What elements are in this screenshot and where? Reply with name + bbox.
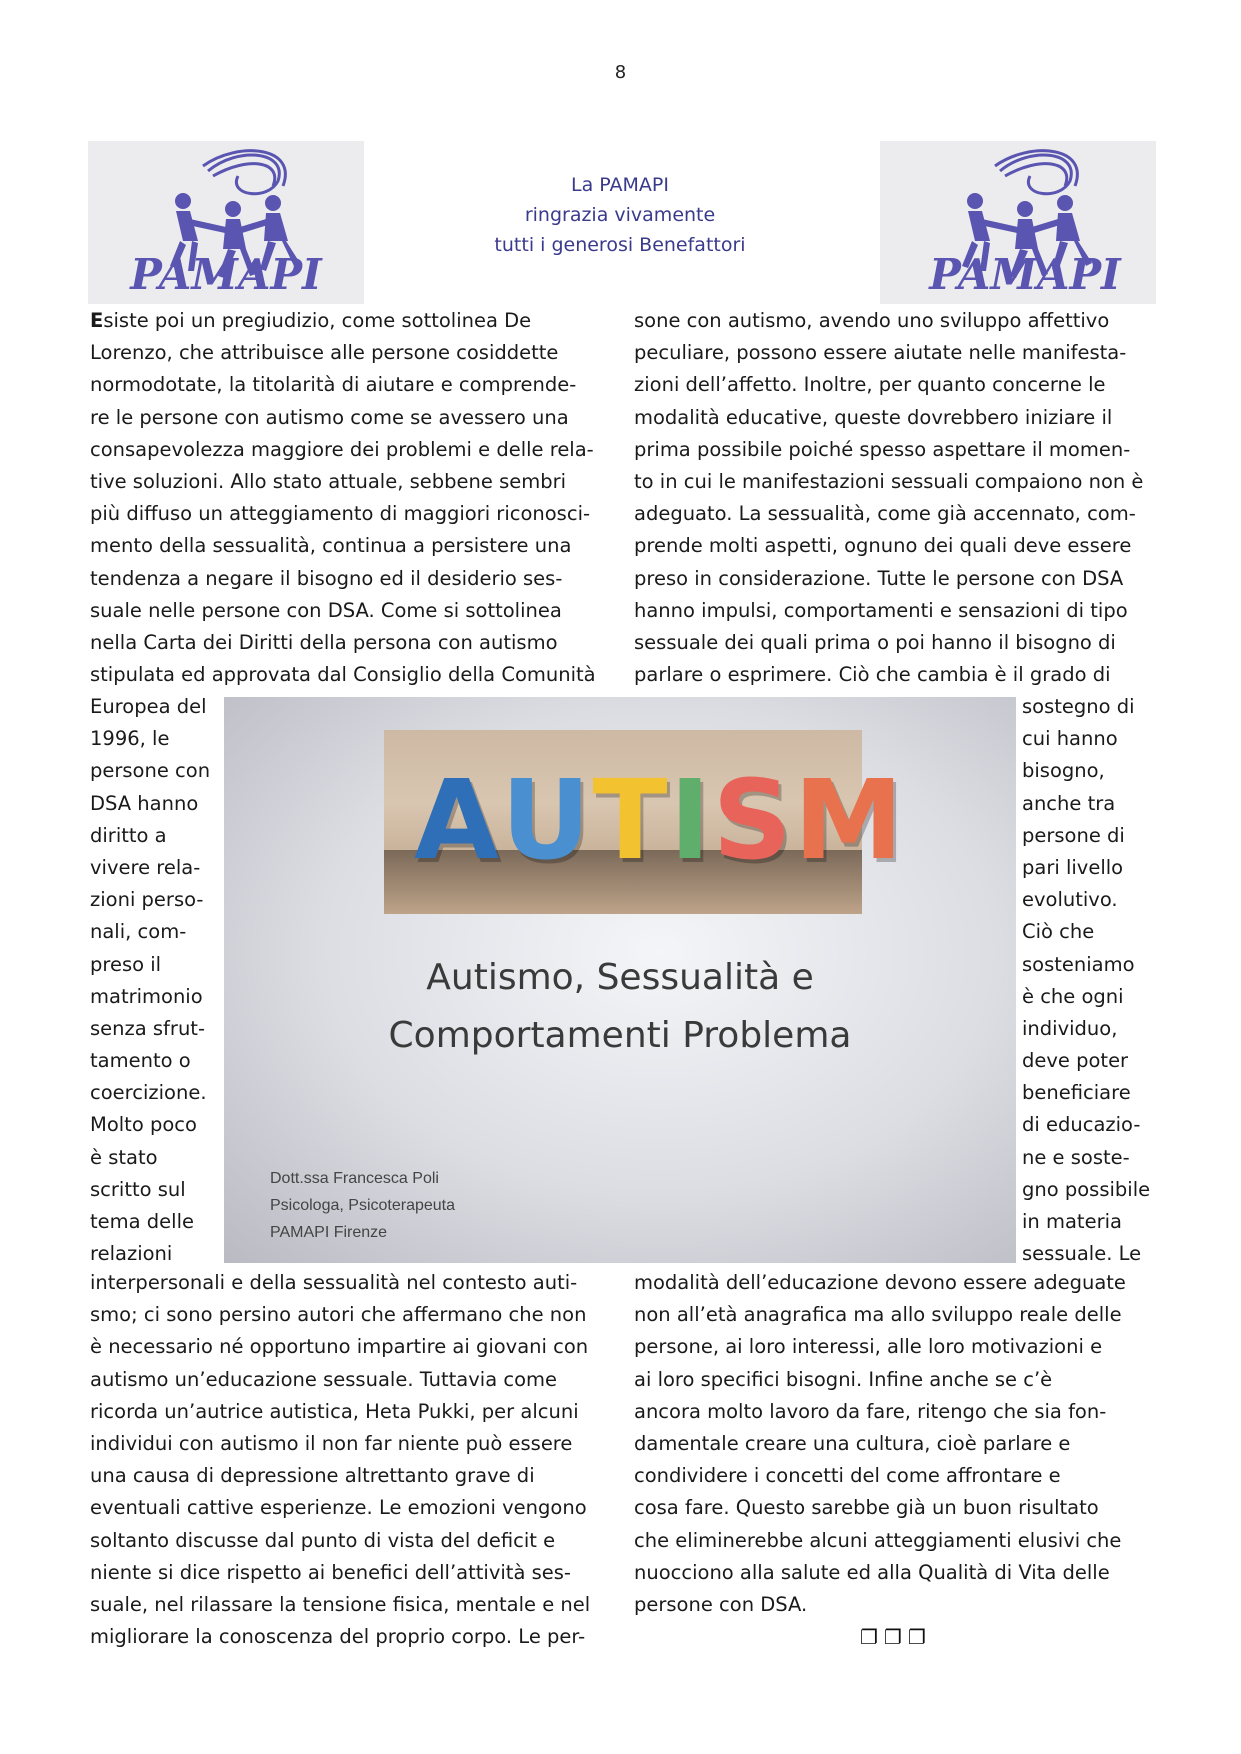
page-number: 8: [614, 62, 627, 83]
text-line: persone con: [90, 759, 211, 783]
thanks-line-3: tutti i generosi Benefattori: [494, 234, 746, 256]
text-line: nuocciono alla salute ed alla Qualità di Vita delle: [634, 1560, 1110, 1584]
text-line: condividere i concetti del come affrontare e: [634, 1464, 1061, 1488]
autism-letter: I: [669, 756, 711, 884]
text-line: è che ogni: [1022, 984, 1124, 1008]
text-line: che eliminerebbe alcuni atteggiamenti elusivi che: [634, 1528, 1122, 1552]
credit-name: Dott.ssa Francesca Poli: [270, 1170, 439, 1187]
pamapi-logo-right: [880, 141, 1156, 304]
text-line: coercizione.: [90, 1081, 207, 1105]
text-line: vivere rela-: [90, 855, 201, 879]
logo-left-text: PAMAPI: [130, 250, 322, 299]
autism-blocks-photo: [384, 730, 904, 914]
text-line: migliorare la conoscenza del proprio corpo. Le per-: [90, 1625, 586, 1649]
right-column-top: [634, 305, 1143, 691]
text-line: bisogno,: [1022, 759, 1105, 783]
autism-letter: A: [414, 756, 500, 884]
autism-letter: U: [501, 756, 591, 884]
text-line: anche tra: [1022, 791, 1116, 815]
text-line: beneficiare: [1022, 1081, 1131, 1105]
text-line: sostegno di: [1022, 695, 1135, 718]
thanks-note: [440, 170, 800, 260]
text-line: più diffuso un atteggiamento di maggiori riconosci-: [90, 502, 591, 526]
text-line: relazioni: [90, 1242, 173, 1266]
text-line: zioni dell’affetto. Inoltre, per quanto concerne le: [634, 373, 1106, 397]
text-line: nali, com-: [90, 920, 187, 944]
text-line: DSA hanno: [90, 791, 199, 815]
thanks-line-1: La PAMAPI: [571, 174, 669, 196]
text-line: prima possibile poiché spesso aspettare il momen-: [634, 437, 1131, 461]
end-marks: ❐❐❐: [860, 1625, 932, 1649]
text-line: Ciò che: [1022, 920, 1095, 944]
text-line: preso in considerazione. Tutte le persone con DSA: [634, 566, 1124, 590]
text-line: cosa fare. Questo sarebbe già un buon risultato: [634, 1496, 1099, 1520]
text-line: mento della sessualità, continua a persistere una: [90, 534, 572, 558]
slide-credits: [270, 1165, 455, 1246]
autism-letter: M: [793, 756, 904, 884]
text-line: non all’età anagrafica ma allo sviluppo reale delle: [634, 1303, 1122, 1327]
text-line: persone con DSA.: [634, 1592, 808, 1616]
text-line: autismo un’educazione sessuale. Tuttavia come: [90, 1367, 558, 1391]
text-line: damentale creare una cultura, cioè parlare e: [634, 1431, 1071, 1455]
slide-image: [224, 697, 1016, 1263]
text-line: deve poter: [1022, 1049, 1129, 1073]
autism-letter: T: [592, 756, 668, 884]
text-line: normodotate, la titolarità di aiutare e comprende-: [90, 373, 577, 397]
text-line: di educazio-: [1022, 1113, 1141, 1137]
text-line: soltanto discusse dal punto di vista del deficit e: [90, 1528, 556, 1552]
credit-role: Psicologa, Psicoterapeuta: [270, 1197, 455, 1214]
text-line: ne e soste-: [1022, 1145, 1130, 1169]
credit-org: PAMAPI Firenze: [270, 1224, 388, 1241]
text-line: modalità educative, queste dovrebbero iniziare il: [634, 405, 1113, 429]
text-line: interpersonali e della sessualità nel contesto auti-: [90, 1271, 578, 1294]
text-line: tive soluzioni. Allo stato attuale, sebbene sembri: [90, 469, 567, 493]
left-column-wrap: [90, 691, 210, 1270]
text-line: in materia: [1022, 1210, 1122, 1233]
autism-letters: [414, 756, 904, 884]
text-line: gno possibile: [1022, 1177, 1151, 1201]
slide-title-line-2: Comportamenti Problema: [388, 1015, 852, 1056]
logo-right-text: PAMAPI: [929, 250, 1121, 299]
text-line: persone di: [1022, 823, 1125, 847]
text-line: matrimonio: [90, 984, 203, 1008]
text-line: persone, ai loro interessi, alle loro motivazioni e: [634, 1335, 1103, 1359]
text-line: preso il: [90, 952, 162, 976]
text-line: ancora molto lavoro da fare, ritengo che sia fon-: [634, 1399, 1107, 1423]
text-line: zioni perso-: [90, 888, 204, 912]
text-line: tendenza a negare il bisogno ed il desiderio ses-: [90, 566, 563, 590]
text-line: tema delle: [90, 1210, 194, 1233]
text-line: ricorda un’autrice autistica, Heta Pukki, per alcuni: [90, 1399, 579, 1423]
thanks-line-2: ringrazia vivamente: [524, 204, 716, 226]
text-line: hanno impulsi, comportamenti e sensazioni di tipo: [634, 598, 1128, 622]
text-line: sessuale. Le: [1022, 1242, 1142, 1266]
text-line: scritto sul: [90, 1177, 186, 1201]
slide-title-line-1: Autismo, Sessualità e: [426, 957, 814, 998]
right-column-bottom: [634, 1267, 1126, 1621]
text-line: sone con autismo, avendo uno sviluppo affettivo: [634, 309, 1110, 332]
text-line: prende molti aspetti, ognuno dei quali deve essere: [634, 534, 1132, 558]
text-line: è stato: [90, 1145, 158, 1169]
text-line: tamento o: [90, 1049, 191, 1073]
text-line: parlare o esprimere. Ciò che cambia è il grado di: [634, 663, 1111, 687]
pamapi-logo-left: [88, 141, 364, 304]
text-line: individui con autismo il non far niente può essere: [90, 1431, 573, 1455]
text-line: 1996, le: [90, 727, 170, 751]
text-line: re le persone con autismo come se avessero una: [90, 405, 569, 429]
text-line: suale nelle persone con DSA. Come si sottolinea: [90, 598, 562, 622]
text-line: smo; ci sono persino autori che affermano che non: [90, 1303, 587, 1327]
text-line: stipulata ed approvata dal Consiglio della Comunità: [90, 663, 596, 687]
text-line: niente si dice rispetto ai benefici dell’attività ses-: [90, 1560, 571, 1584]
left-column-bottom: [90, 1267, 590, 1653]
text-line: to in cui le manifestazioni sessuali compaiono non è: [634, 469, 1144, 493]
text-line: evolutivo.: [1022, 888, 1118, 912]
text-line: senza sfrut-: [90, 1016, 205, 1040]
text-line: sosteniamo: [1022, 952, 1135, 976]
text-line: Europea del: [90, 695, 207, 718]
text-line: sessuale dei quali prima o poi hanno il bisogno di: [634, 630, 1116, 654]
text-line: è necessario né opportuno impartire ai giovani con: [90, 1335, 589, 1359]
text-line: adeguato. La sessualità, come già accennato, com-: [634, 502, 1136, 526]
text-line: pari livello: [1022, 855, 1124, 879]
text-line: individuo,: [1022, 1016, 1118, 1040]
right-column-wrap: [1022, 691, 1150, 1270]
text-line: suale, nel rilassare la tensione fisica, mentale e nel: [90, 1592, 591, 1616]
text-line: Esiste poi un pregiudizio, come sottolinea De: [90, 309, 532, 332]
text-line: diritto a: [90, 823, 167, 847]
text-line: peculiare, possono essere aiutate nelle manifesta-: [634, 341, 1127, 365]
text-line: eventuali cattive esperienze. Le emozioni vengono: [90, 1496, 587, 1520]
text-line: modalità dell’educazione devono essere adeguate: [634, 1271, 1126, 1294]
text-line: Molto poco: [90, 1113, 197, 1137]
autism-letter: S: [712, 756, 792, 884]
text-line: cui hanno: [1022, 727, 1118, 751]
text-line: nella Carta dei Diritti della persona con autismo: [90, 630, 558, 654]
text-line: Lorenzo, che attribuisce alle persone cosiddette: [90, 341, 559, 365]
text-line: ai loro specifici bisogni. Infine anche se c’è: [634, 1367, 1053, 1391]
text-line: una causa di depressione altrettanto grave di: [90, 1464, 535, 1488]
text-line: consapevolezza maggiore dei problemi e delle rela-: [90, 437, 594, 461]
left-column-top: [90, 305, 596, 691]
